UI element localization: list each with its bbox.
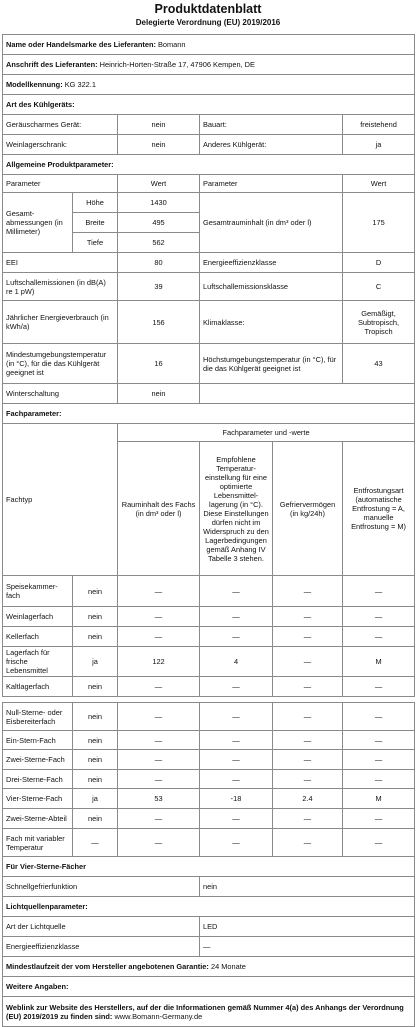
- compartment-name: Null-Sterne- oder Eisbereiterfach: [3, 703, 73, 731]
- weblink-url[interactable]: www.Bomann-Germany.de: [114, 1011, 203, 1021]
- height-value: 1430: [118, 193, 200, 213]
- energy-class-label: Energieeffizienzklasse: [200, 253, 343, 273]
- light-class-label: Energieeffizienzklasse: [3, 937, 200, 957]
- compartment-name: Speisekammer-fach: [3, 576, 73, 607]
- energy-row: [3, 301, 415, 344]
- compartment-defrost: —: [343, 607, 415, 627]
- compartment-freeze: —: [273, 576, 343, 607]
- compartment-row: [3, 829, 415, 857]
- warranty-value: 24 Monate: [210, 962, 246, 971]
- compartment-name: Weinlagerfach: [3, 607, 73, 627]
- compartment-present: ja: [73, 647, 118, 677]
- compartment-volume: —: [118, 703, 200, 731]
- compartment-volume: 53: [118, 789, 200, 809]
- compartment-present: —: [73, 829, 118, 857]
- compartment-present: nein: [73, 677, 118, 697]
- compartment-row: [3, 770, 415, 789]
- wine-cabinet-value: nein: [118, 135, 200, 155]
- compartment-name: Kaltlagerfach: [3, 677, 73, 697]
- compartment-freeze: —: [273, 627, 343, 647]
- compartment-row: [3, 789, 415, 809]
- compartment-row: [3, 647, 415, 677]
- noise-row: [3, 273, 415, 301]
- compartment-present: nein: [73, 731, 118, 750]
- four-star-title: Für Vier-Sterne-Fächer: [3, 857, 415, 877]
- compartment-defrost: M: [343, 789, 415, 809]
- more-info-label: Weitere Angaben:: [3, 977, 415, 997]
- depth-label: Tiefe: [73, 233, 118, 253]
- compartment-freeze: —: [273, 731, 343, 750]
- compartment-row: [3, 607, 415, 627]
- compartment-volume: —: [118, 731, 200, 750]
- fast-freeze-row: [3, 877, 415, 897]
- model-row: [3, 75, 415, 95]
- max-temp-value: 43: [343, 344, 415, 384]
- compartment-name: Vier-Sterne-Fach: [3, 789, 73, 809]
- temp-col-header: Empfohlene Temperatur-einstellung für eine optimierte Lebensmittel-lagerung (in °C). Diese Einstellungen dürfen nicht im Widerspruch zu den Lagerbedingungen gemäß Anhang IV Tabelle 3 stehen.: [200, 442, 273, 576]
- value-col-header: Wert: [118, 175, 200, 193]
- defrost-col-header: Entfrostungsart (automatische Entfrostung = A, manuelle Entfrostung = M): [343, 442, 415, 576]
- compartment-temp: 4: [200, 647, 273, 677]
- min-temp-label: Mindestumgebungstemperatur (in °C), für die das Kühlgerät geeignet ist: [3, 344, 118, 384]
- design-label: Bauart:: [200, 115, 343, 135]
- compartment-freeze: —: [273, 703, 343, 731]
- general-title: Allgemeine Produktparameter:: [3, 155, 415, 175]
- compartment-temp: —: [200, 607, 273, 627]
- compartment-defrost: —: [343, 731, 415, 750]
- compartment-group-header: Fachparameter und -werte: [118, 424, 415, 442]
- total-volume-value: 175: [343, 193, 415, 253]
- compartment-defrost: —: [343, 770, 415, 789]
- compartment-present: nein: [73, 770, 118, 789]
- compartment-title-row: [3, 404, 415, 424]
- eei-label: EEI: [3, 253, 118, 273]
- fast-freeze-label: Schnellgefrierfunktion: [3, 877, 200, 897]
- dimensions-label: Gesamt-abmessungen (in Millimeter): [3, 193, 73, 253]
- light-class-value: —: [200, 937, 415, 957]
- compartment-defrost: —: [343, 809, 415, 829]
- winter-label: Winterschaltung: [3, 384, 118, 404]
- compartment-group-header-row: [3, 424, 415, 442]
- supplier-address-row: [3, 55, 415, 75]
- noise-class-label: Luftschallemissionsklasse: [200, 273, 343, 301]
- light-type-label: Art der Lichtquelle: [3, 917, 200, 937]
- compartment-volume: 122: [118, 647, 200, 677]
- compartment-temp: -18: [200, 789, 273, 809]
- lighting-title: Lichtquellenparameter:: [3, 897, 415, 917]
- compartment-temp: —: [200, 576, 273, 607]
- compartment-type-header: Fachtyp: [3, 424, 118, 576]
- compartment-row: [3, 809, 415, 829]
- compartment-present: ja: [73, 789, 118, 809]
- compartment-temp: —: [200, 770, 273, 789]
- compartment-temp: —: [200, 829, 273, 857]
- width-label: Breite: [73, 213, 118, 233]
- compartment-row: [3, 750, 415, 770]
- climate-class-value: Gemäßigt, Subtropisch, Tropisch: [343, 301, 415, 344]
- compartment-row: [3, 731, 415, 750]
- freeze-col-header: Gefriervermögen (in kg/24h): [273, 442, 343, 576]
- temperature-row: [3, 344, 415, 384]
- model-label: Modellkennung:: [6, 80, 63, 89]
- supplier-name-label: Name oder Handelsmarke des Lieferanten:: [6, 40, 156, 49]
- device-type-row: [3, 135, 415, 155]
- volume-col-header: Rauminhalt des Fachs (in dm³ oder l): [118, 442, 200, 576]
- value-col-header-2: Wert: [343, 175, 415, 193]
- light-class-row: [3, 937, 415, 957]
- warranty-row: [3, 957, 415, 977]
- compartment-volume: —: [118, 677, 200, 697]
- warranty-label: Mindestlaufzeit der vom Hersteller angebotenen Garantie:: [6, 962, 209, 971]
- compartment-name: Lagerfach für frische Lebensmittel: [3, 647, 73, 677]
- energy-class-value: D: [343, 253, 415, 273]
- compartment-temp: —: [200, 731, 273, 750]
- compartment-name: Ein-Stern-Fach: [3, 731, 73, 750]
- light-type-value: LED: [200, 917, 415, 937]
- winter-row: [3, 384, 415, 404]
- model-identifier: KG 322.1: [64, 80, 96, 89]
- device-type-row: [3, 115, 415, 135]
- height-label: Höhe: [73, 193, 118, 213]
- general-title-row: [3, 155, 415, 175]
- compartment-defrost: —: [343, 750, 415, 770]
- supplier-address-label: Anschrift des Lieferanten:: [6, 60, 98, 69]
- eei-value: 80: [118, 253, 200, 273]
- compartment-row: [3, 703, 415, 731]
- compartment-freeze: —: [273, 647, 343, 677]
- compartment-temp: —: [200, 627, 273, 647]
- noise-value: 39: [118, 273, 200, 301]
- compartment-volume: —: [118, 829, 200, 857]
- compartment-present: nein: [73, 576, 118, 607]
- design-value: freistehend: [343, 115, 415, 135]
- eei-row: [3, 253, 415, 273]
- compartment-name: Zwei-Sterne-Fach: [3, 750, 73, 770]
- noise-class-value: C: [343, 273, 415, 301]
- other-appliance-label: Anderes Kühlgerät:: [200, 135, 343, 155]
- winter-value: nein: [118, 384, 200, 404]
- dimension-row: [3, 193, 415, 213]
- compartment-volume: —: [118, 809, 200, 829]
- compartment-temp: —: [200, 809, 273, 829]
- compartment-freeze: —: [273, 809, 343, 829]
- compartment-defrost: —: [343, 576, 415, 607]
- compartment-freeze: 2.4: [273, 789, 343, 809]
- compartment-temp: —: [200, 677, 273, 697]
- compartment-present: nein: [73, 750, 118, 770]
- other-appliance-value: ja: [343, 135, 415, 155]
- compartment-name: Drei-Sterne-Fach: [3, 770, 73, 789]
- four-star-title-row: [3, 857, 415, 877]
- low-noise-value: nein: [118, 115, 200, 135]
- supplier-address: Heinrich-Horten-Straße 17, 47906 Kempen, DE: [99, 60, 255, 69]
- compartment-temp: —: [200, 750, 273, 770]
- width-value: 495: [118, 213, 200, 233]
- compartment-defrost: —: [343, 677, 415, 697]
- noise-label: Luftschallemissionen (in dB(A) re 1 pW): [3, 273, 118, 301]
- compartment-defrost: —: [343, 703, 415, 731]
- lighting-title-row: [3, 897, 415, 917]
- compartment-name: Kellerfach: [3, 627, 73, 647]
- device-type-title-row: [3, 95, 415, 115]
- light-type-row: [3, 917, 415, 937]
- compartment-present: nein: [73, 809, 118, 829]
- compartment-row: [3, 677, 415, 697]
- total-volume-label: Gesamtrauminhalt (in dm³ oder l): [200, 193, 343, 253]
- product-data-table: [2, 34, 415, 1027]
- compartment-present: nein: [73, 627, 118, 647]
- document-header: [0, 0, 416, 34]
- climate-class-label: Klimaklasse:: [200, 301, 343, 344]
- compartment-defrost: —: [343, 627, 415, 647]
- document-title: Produktdatenblatt: [154, 2, 262, 16]
- fast-freeze-value: nein: [200, 877, 415, 897]
- compartment-row: [3, 627, 415, 647]
- compartment-freeze: —: [273, 770, 343, 789]
- compartment-temp: —: [200, 703, 273, 731]
- param-col-header: Parameter: [3, 175, 118, 193]
- annual-energy-label: Jährlicher Energieverbrauch (in kWh/a): [3, 301, 118, 344]
- compartment-volume: —: [118, 770, 200, 789]
- general-header-row: [3, 175, 415, 193]
- param-col-header-2: Parameter: [200, 175, 343, 193]
- weblink-label: Weblink zur Website des Herstellers, auf der die Informationen gemäß Nummer 4(a) des Anhangs der Verordnung (EU) 2019/2019 zu finden sind:: [6, 1002, 404, 1021]
- empty-cell: [200, 384, 415, 404]
- compartment-volume: —: [118, 627, 200, 647]
- compartment-defrost: M: [343, 647, 415, 677]
- compartment-name: Zwei-Sterne-Abteil: [3, 809, 73, 829]
- weblink-row: [3, 997, 415, 1027]
- compartment-freeze: —: [273, 829, 343, 857]
- low-noise-label: Geräuscharmes Gerät:: [3, 115, 118, 135]
- compartment-title: Fachparameter:: [3, 404, 415, 424]
- compartment-present: nein: [73, 703, 118, 731]
- supplier-name: Bomann: [157, 40, 186, 49]
- compartment-row: [3, 576, 415, 607]
- supplier-name-row: [3, 35, 415, 55]
- compartment-freeze: —: [273, 677, 343, 697]
- compartment-present: nein: [73, 607, 118, 627]
- compartment-name: Fach mit variabler Temperatur: [3, 829, 73, 857]
- max-temp-label: Höchstumgebungstemperatur (in °C), für die das Kühlgerät geeignet ist: [200, 344, 343, 384]
- compartment-volume: —: [118, 750, 200, 770]
- compartment-volume: —: [118, 576, 200, 607]
- compartment-defrost: —: [343, 829, 415, 857]
- device-type-title: Art des Kühlgeräts:: [3, 95, 415, 115]
- annual-energy-value: 156: [118, 301, 200, 344]
- more-info-row: [3, 977, 415, 997]
- compartment-volume: —: [118, 607, 200, 627]
- compartment-freeze: —: [273, 750, 343, 770]
- compartment-freeze: —: [273, 607, 343, 627]
- wine-cabinet-label: Weinlagerschrank:: [3, 135, 118, 155]
- depth-value: 562: [118, 233, 200, 253]
- document-subtitle: Delegierte Verordnung (EU) 2019/2016: [135, 18, 281, 27]
- min-temp-value: 16: [118, 344, 200, 384]
